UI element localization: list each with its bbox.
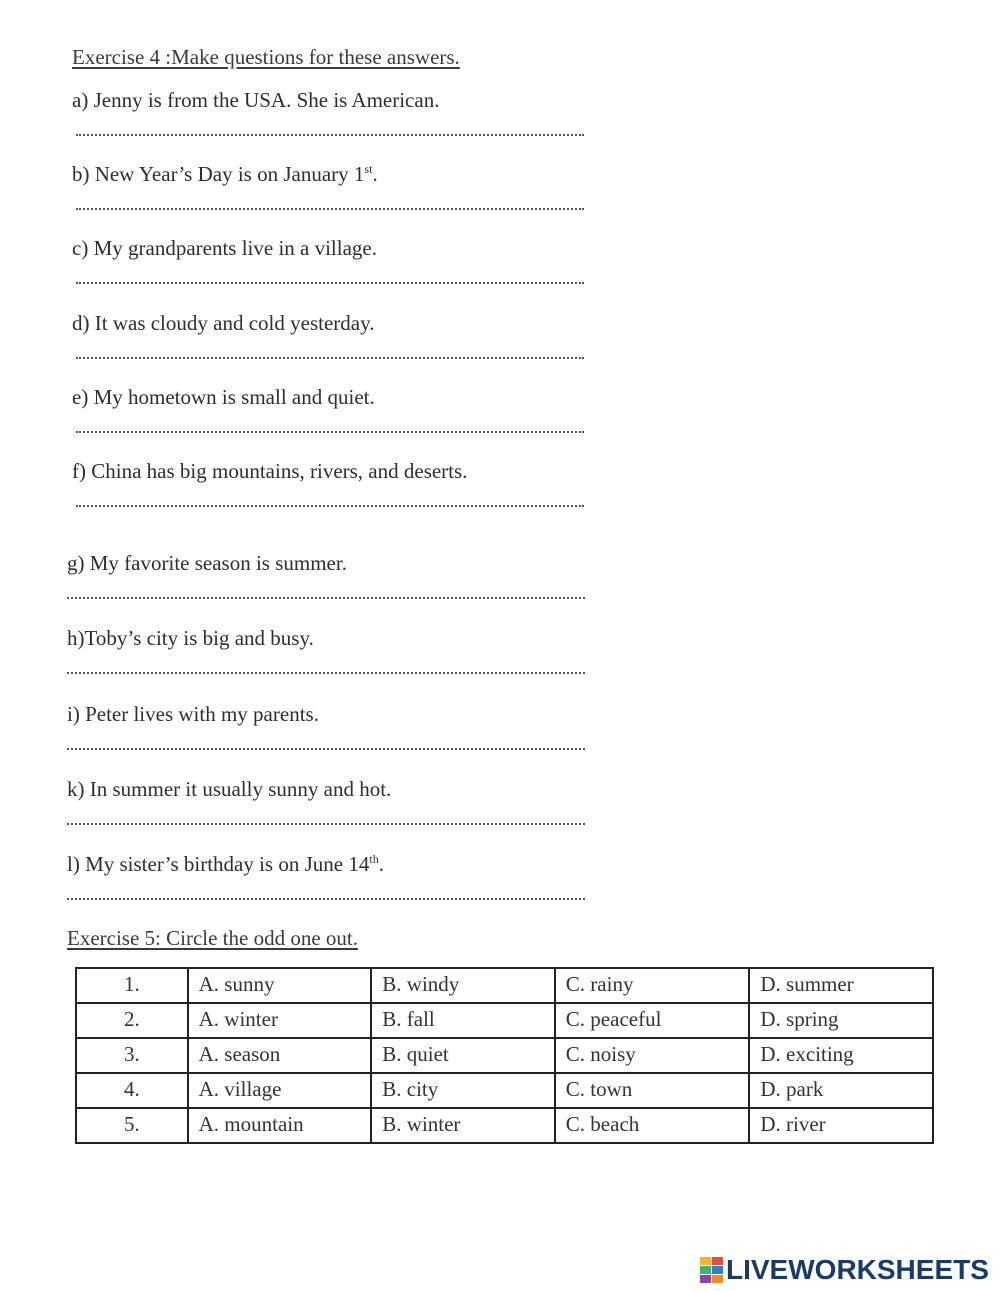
question-item: [0, 702, 700, 774]
question-sentence: New Year’s Day is on January 1: [94, 162, 365, 186]
answer-line[interactable]: [76, 134, 584, 136]
liveworksheets-logo-icon: [700, 1257, 722, 1283]
question-letter: g): [67, 551, 85, 575]
question-item: [0, 385, 700, 457]
answer-line[interactable]: [76, 431, 584, 433]
option-c[interactable]: C. peaceful: [555, 1003, 750, 1038]
question-text: [72, 311, 374, 336]
odd-one-out-table: [75, 967, 934, 1144]
answer-line[interactable]: [76, 505, 584, 507]
answer-line[interactable]: [76, 282, 584, 284]
answer-line[interactable]: [67, 672, 585, 674]
option-a[interactable]: A. mountain: [188, 1108, 372, 1143]
question-text: [72, 162, 378, 187]
question-sentence: It was cloudy and cold yesterday.: [94, 311, 375, 335]
question-letter: h): [67, 626, 85, 650]
question-text: [67, 702, 319, 727]
question-item: [0, 852, 700, 924]
question-item: [0, 162, 700, 234]
question-letter: f): [72, 459, 86, 483]
question-item: [0, 236, 700, 308]
question-item: [0, 551, 700, 623]
question-item: [0, 311, 700, 383]
question-item: [0, 459, 700, 531]
question-text: [67, 551, 347, 576]
answer-line[interactable]: [76, 208, 584, 210]
row-number: 1.: [76, 968, 188, 1003]
row-number: 2.: [76, 1003, 188, 1038]
answer-line[interactable]: [67, 597, 585, 599]
question-sentence: In summer it usually sunny and hot.: [89, 777, 392, 801]
question-item: [0, 777, 700, 849]
row-number: 3.: [76, 1038, 188, 1073]
option-a[interactable]: A. sunny: [188, 968, 372, 1003]
table-row: [76, 968, 933, 1003]
question-sentence: Jenny is from the USA. She is American.: [93, 88, 440, 112]
row-number: 4.: [76, 1073, 188, 1108]
option-c[interactable]: C. town: [555, 1073, 750, 1108]
question-letter: a): [72, 88, 89, 112]
question-sentence: My favorite season is summer.: [89, 551, 347, 575]
ordinal-suffix: th: [369, 852, 379, 866]
option-b[interactable]: B. quiet: [371, 1038, 555, 1073]
question-text: [72, 88, 439, 113]
question-letter: c): [72, 236, 89, 260]
question-sentence: China has big mountains, rivers, and deserts.: [91, 459, 468, 483]
question-text: [67, 852, 384, 877]
question-letter: l): [67, 852, 80, 876]
option-a[interactable]: A. season: [188, 1038, 372, 1073]
option-d[interactable]: D. park: [749, 1073, 933, 1108]
option-c[interactable]: C. beach: [555, 1108, 750, 1143]
option-c[interactable]: C. noisy: [555, 1038, 750, 1073]
question-sentence: Toby’s city is big and busy.: [84, 626, 314, 650]
question-text: [72, 385, 375, 410]
question-text: [67, 777, 391, 802]
question-sentence: My hometown is small and quiet.: [93, 385, 375, 409]
option-b[interactable]: B. city: [371, 1073, 555, 1108]
option-b[interactable]: B. winter: [371, 1108, 555, 1143]
question-item: [0, 626, 700, 698]
question-end: .: [372, 162, 378, 186]
table-row: [76, 1038, 933, 1073]
answer-line[interactable]: [67, 823, 585, 825]
table-row: [76, 1073, 933, 1108]
exercise-4-heading: Exercise 4 :Make questions for these answers.: [72, 45, 460, 69]
option-a[interactable]: A. winter: [188, 1003, 372, 1038]
logo-text: LIVEWORKSHEETS: [726, 1254, 989, 1285]
option-b[interactable]: B. fall: [371, 1003, 555, 1038]
option-d[interactable]: D. spring: [749, 1003, 933, 1038]
option-c[interactable]: C. rainy: [555, 968, 750, 1003]
exercise-5-heading: Exercise 5: Circle the odd one out.: [67, 926, 358, 950]
question-letter: i): [67, 702, 80, 726]
answer-line[interactable]: [76, 357, 584, 359]
table-row: [76, 1108, 933, 1143]
liveworksheets-logo[interactable]: [700, 1254, 989, 1286]
option-a[interactable]: A. village: [188, 1073, 372, 1108]
question-end: .: [378, 852, 384, 876]
row-number: 5.: [76, 1108, 188, 1143]
question-text: [72, 236, 377, 261]
ordinal-suffix: st: [364, 162, 373, 176]
option-d[interactable]: D. exciting: [749, 1038, 933, 1073]
question-letter: b): [72, 162, 90, 186]
question-item: [0, 88, 700, 160]
question-text: [67, 626, 314, 651]
option-b[interactable]: B. windy: [371, 968, 555, 1003]
question-text: [72, 459, 467, 484]
answer-line[interactable]: [67, 748, 585, 750]
question-sentence: My sister’s birthday is on June 14: [85, 852, 370, 876]
table-row: [76, 1003, 933, 1038]
option-d[interactable]: D. river: [749, 1108, 933, 1143]
option-d[interactable]: D. summer: [749, 968, 933, 1003]
question-sentence: Peter lives with my parents.: [85, 702, 319, 726]
question-letter: k): [67, 777, 85, 801]
question-letter: d): [72, 311, 90, 335]
answer-line[interactable]: [67, 898, 585, 900]
question-letter: e): [72, 385, 89, 409]
question-sentence: My grandparents live in a village.: [93, 236, 377, 260]
